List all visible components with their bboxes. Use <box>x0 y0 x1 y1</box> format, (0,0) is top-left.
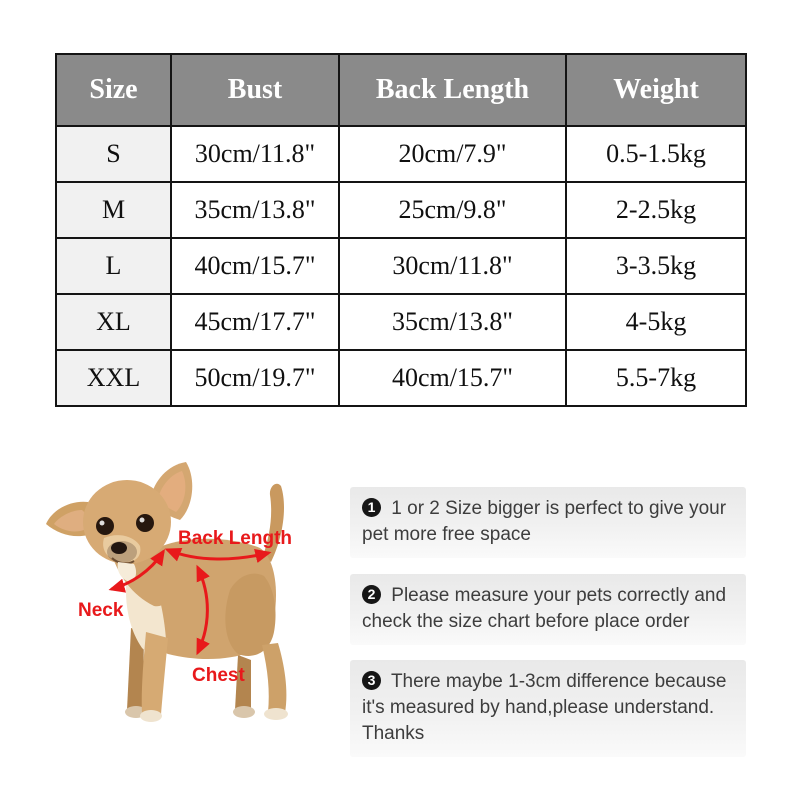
chest-label: Chest <box>192 665 245 686</box>
note-text-line: Please measure your pets correctly and <box>391 585 727 606</box>
size-cell: XXL <box>56 350 171 406</box>
back-length-cell: 40cm/15.7" <box>339 350 566 406</box>
note-1 <box>350 487 746 558</box>
table-row <box>56 238 746 294</box>
note-text-line: it's measured by hand,please understand. <box>362 697 715 718</box>
note-number-badge: 3 <box>362 671 381 690</box>
dog-paw <box>233 706 255 718</box>
column-header-back-length: Back Length <box>339 54 566 126</box>
table-header-row <box>56 54 746 126</box>
table-row <box>56 294 746 350</box>
dog-eye-highlight <box>100 521 105 526</box>
back-length-cell: 30cm/11.8" <box>339 238 566 294</box>
column-header-size: Size <box>56 54 171 126</box>
bust-cell: 30cm/11.8" <box>171 126 339 182</box>
note-text-line: pet more free space <box>362 524 531 545</box>
table-row <box>56 350 746 406</box>
note-3 <box>350 660 746 757</box>
dog-tail <box>263 484 284 562</box>
dog-paw <box>264 708 288 720</box>
note-text-line: Thanks <box>362 723 425 744</box>
bust-cell: 50cm/19.7" <box>171 350 339 406</box>
dog-front-leg <box>142 632 168 715</box>
note-number-badge: 2 <box>362 585 381 604</box>
back-length-label: Back Length <box>178 528 293 549</box>
dog-nose <box>111 542 127 554</box>
note-number-badge: 1 <box>362 498 381 517</box>
size-cell: XL <box>56 294 171 350</box>
dog-eye <box>96 517 114 535</box>
note-2 <box>350 574 746 645</box>
weight-cell: 3-3.5kg <box>566 238 746 294</box>
column-header-weight: Weight <box>566 54 746 126</box>
note-text-line: There maybe 1-3cm difference because <box>390 671 727 692</box>
weight-cell: 0.5-1.5kg <box>566 126 746 182</box>
bust-cell: 40cm/15.7" <box>171 238 339 294</box>
column-header-bust: Bust <box>171 54 339 126</box>
dog-paw <box>140 710 162 722</box>
size-cell: M <box>56 182 171 238</box>
bust-cell: 45cm/17.7" <box>171 294 339 350</box>
table-row <box>56 126 746 182</box>
bust-cell: 35cm/13.8" <box>171 182 339 238</box>
size-cell: S <box>56 126 171 182</box>
note-text-line: 1 or 2 Size bigger is perfect to give your <box>391 498 727 519</box>
dog-eye-highlight <box>140 518 145 523</box>
dog-rear-leg <box>262 643 286 713</box>
table-row <box>56 182 746 238</box>
back-length-cell: 35cm/13.8" <box>339 294 566 350</box>
size-chart-table <box>55 53 747 407</box>
back-length-cell: 20cm/7.9" <box>339 126 566 182</box>
note-text-line: check the size chart before place order <box>362 611 690 632</box>
weight-cell: 2-2.5kg <box>566 182 746 238</box>
dog-eye <box>136 514 154 532</box>
dog-illustration <box>30 460 335 775</box>
weight-cell: 5.5-7kg <box>566 350 746 406</box>
dog-measurement-diagram <box>30 460 335 775</box>
back-length-cell: 25cm/9.8" <box>339 182 566 238</box>
dog-thigh <box>225 574 275 656</box>
weight-cell: 4-5kg <box>566 294 746 350</box>
size-cell: L <box>56 238 171 294</box>
neck-label: Neck <box>78 600 124 621</box>
